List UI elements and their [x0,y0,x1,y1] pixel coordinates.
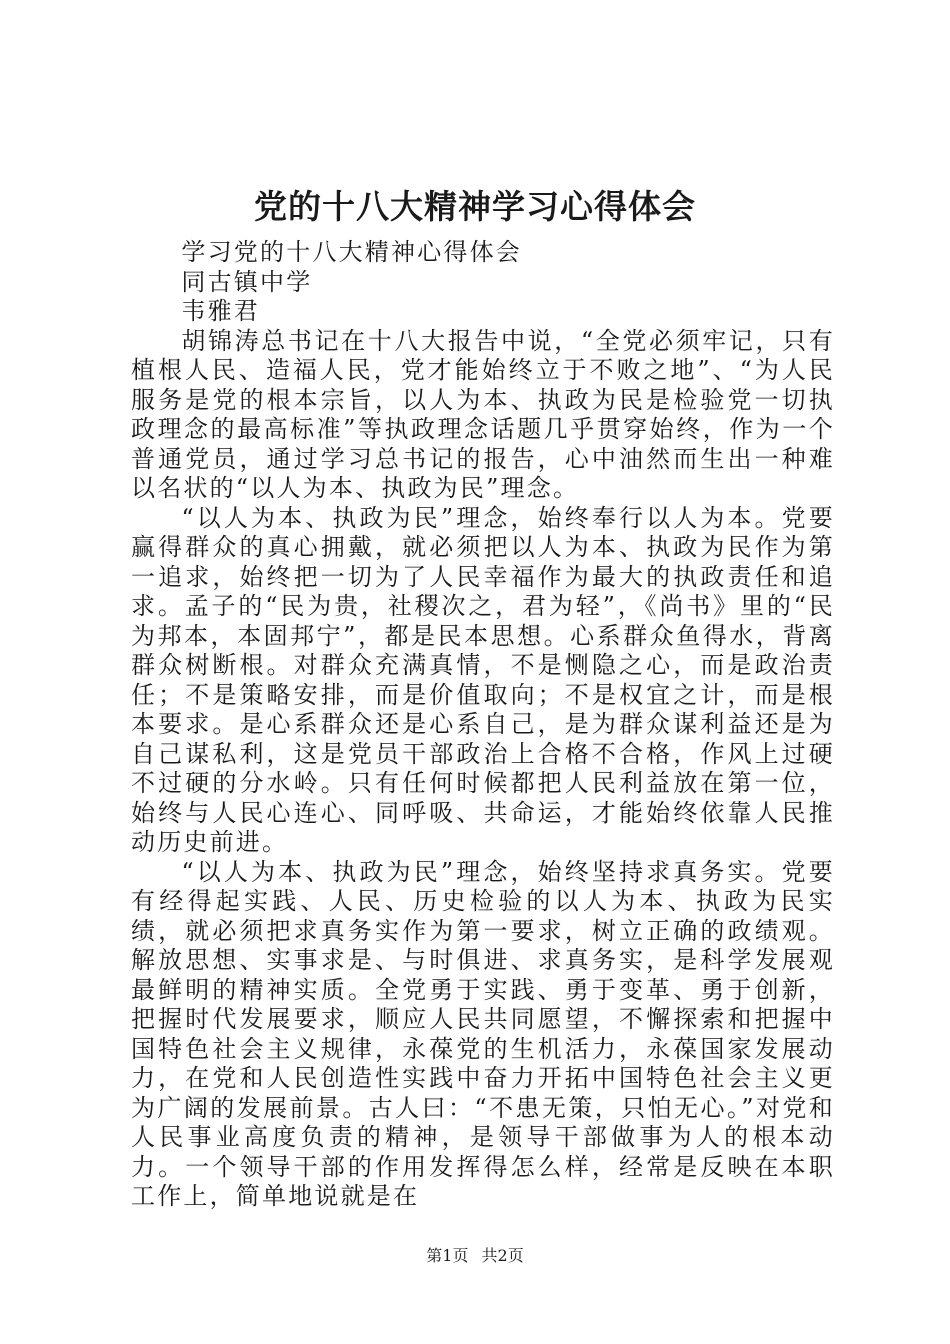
paragraph: 胡锦涛总书记在十八大报告中说，“全党必须牢记，只有植根人民、造福人民，党才能始终立于不败之地”、“为人民服务是党的根本宗旨，以人为本、执政为民是检验党一切执政理念的最高标准”等执政理念话题几乎贯穿始终，作为一个普通党员，通过学习总书记的报告，心中油然而生出一种难以名状的“以人为本、执政为民”理念。 [131,326,835,502]
page-footer [0,1245,950,1267]
header-line-school: 同古镇中学 [181,267,313,296]
document-body [131,238,835,1212]
header-line-author: 韦雅君 [181,297,260,325]
page-number-current: 第1页 [426,1246,469,1265]
paragraph: “以人为本、执政为民”理念，始终坚持求真务实。党要有经得起实践、人民、历史检验的以人为本、执政为民实绩，就必须把求真务实作为第一要求，树立正确的政绩观。解放思想、实事求是、与时俱进、求真务实，是科学发展观最鲜明的精神实质。全党勇于实践、勇于变革、勇于创新，把握时代发展要求，顺应人民共同愿望，不懈探索和把握中国特色社会主义规律，永葆党的生机活力，永葆国家发展动力，在党和人民创造性实践中奋力开拓中国特色社会主义更为广阔的发展前景。古人曰：“不患无策，只怕无心。”对党和人民事业高度负责的精神，是领导干部做事为人的根本动力。一个领导干部的作用发挥得怎么样，经常是反映在本职工作上，简单地说就是在 [131,857,835,1210]
page-number-total: 共2页 [481,1246,524,1265]
document-title: 党的十八大精神学习心得体会 [254,187,696,226]
paragraph: “以人为本、执政为民”理念，始终奉行以人为本。党要赢得群众的真心拥戴，就必须把以人为本、执政为民作为第一追求，始终把一切为了人民幸福作为最大的执政责任和追求。孟子的“民为贵，社稷次之，君为轻”，《尚书》里的“民为邦本，本固邦宁”，都是民本思想。心系群众鱼得水，背离群众树断根。对群众充满真情，不是恻隐之心，而是政治责任；不是策略安排，而是价值取向；不是权宜之计，而是根本要求。是心系群众还是心系自己，是为群众谋利益还是为自己谋私利，这是党员干部政治上合格不合格，作风上过硬不过硬的分水岭。只有任何时候都把人民利益放在第一位，始终与人民心连心、同呼吸、共命运，才能始终依靠人民推动历史前进。 [131,503,835,856]
header-line-subtitle: 学习党的十八大精神心得体会 [181,238,522,266]
